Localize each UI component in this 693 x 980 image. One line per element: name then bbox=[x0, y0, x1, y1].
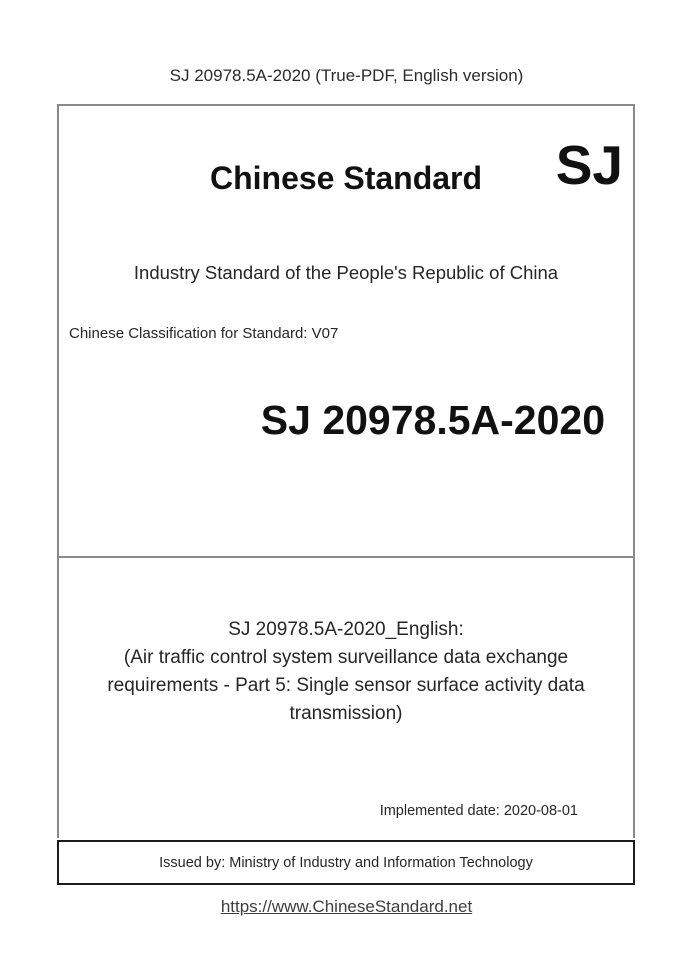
cover-title-section bbox=[59, 558, 633, 838]
footer-website-link[interactable]: https://www.ChineseStandard.net bbox=[220, 897, 473, 916]
standard-number: SJ 20978.5A-2020 bbox=[260, 397, 605, 443]
standard-type-line: Industry Standard of the People's Republic of China bbox=[133, 262, 559, 283]
standard-body-code: SJ bbox=[555, 134, 623, 196]
issued-by-box bbox=[57, 840, 635, 885]
implemented-date: Implemented date: 2020-08-01 bbox=[379, 803, 578, 819]
classification-line: Chinese Classification for Standard: V07 bbox=[69, 325, 339, 342]
english-title-heading: SJ 20978.5A-2020_English: bbox=[228, 619, 464, 640]
standard-cover-box bbox=[57, 104, 635, 838]
footer bbox=[0, 897, 693, 917]
cover-top-section bbox=[59, 106, 633, 558]
document-header-title: SJ 20978.5A-2020 (True-PDF, English version) bbox=[169, 66, 524, 85]
issued-by-text: Issued by: Ministry of Industry and Information Technology bbox=[159, 854, 533, 871]
english-title-subtitle: (Air traffic control system surveillance data exchange requirements - Part 5: Single sensor surface activity data transmission) bbox=[107, 647, 585, 724]
brand-title: Chinese Standard bbox=[209, 160, 483, 196]
english-title-block bbox=[59, 616, 633, 728]
